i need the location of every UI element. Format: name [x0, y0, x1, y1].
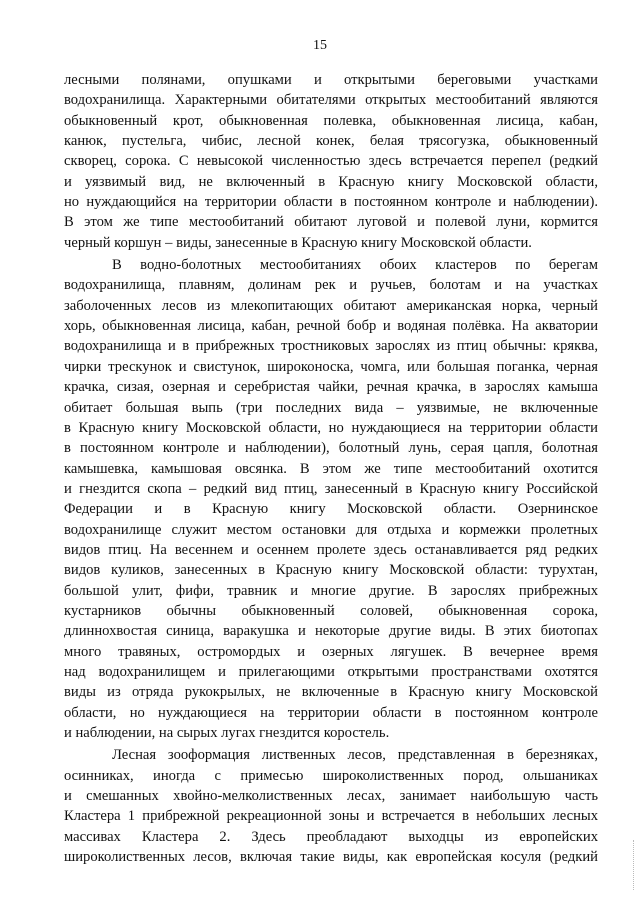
text-line: канюк, пустельга, чибис, лесной конек, белая трясогузка, обыкновенный [64, 133, 598, 150]
text-line: и уязвимый вид, не включенный в Красную книгу Московской области, [64, 173, 598, 190]
text-line: видов птиц. На весеннем и осеннем пролете здесь останавливается ряд редких [64, 541, 598, 558]
text-line: заболоченных лесов из млекопитающих обитают американская норка, черный [64, 297, 598, 314]
text-line: В водно-болотных местообитаниях обоих кластеров по берегам [112, 257, 598, 274]
text-line: но нуждающийся на территории области в постоянном контроле и наблюдении). [64, 194, 598, 211]
text-line: черный коршун – виды, занесенные в Красную книгу Московской области. [64, 234, 532, 251]
document-body [64, 70, 598, 867]
text-line: водохранилища, плавням, долинам рек и ручьев, болотам и на участках [64, 277, 598, 294]
text-line: и наблюдении, на сырых лугах гнездится коростель. [64, 725, 390, 741]
text-line: обыкновенный крот, обыкновенная полевка, обыкновенная лисица, кабан, [64, 112, 598, 129]
text-line: виды из отряда рукокрылых, не включенные в Красную книгу Московской [64, 684, 598, 701]
paragraph [64, 70, 598, 253]
text-line: и гнездится скопа – редкий вид птиц, занесенный в Красную книгу Российской [64, 480, 598, 497]
text-line: крачка, сизая, озерная и серебристая чайки, речная крачка, в зарослях камыша [64, 379, 598, 396]
text-line: осинниках, иногда с примесью широколиственных пород, ольшаниках [64, 767, 598, 784]
text-line: широколиственных лесов, включая такие виды, как европейская косуля (редкий [64, 849, 598, 866]
scan-edge-mark [633, 840, 638, 890]
paragraph [64, 255, 598, 743]
text-line: В этом же типе местообитаний обитают луговой и полевой луни, кормится [64, 214, 598, 231]
text-line: камышевка, камышовая овсянка. В этом же типе местообитаний охотится [64, 460, 598, 477]
text-line: кустарников обычны обыкновенный соловей, обыкновенная сорока, [64, 602, 598, 619]
text-line: над водохранилищем и прилегающими открытыми пространствами охотятся [64, 663, 598, 680]
page-number: 15 [313, 38, 327, 53]
text-line: лесными полянами, опушками и открытыми береговыми участками [64, 72, 598, 88]
text-line: скворец, сорока. С невысокой численностью здесь встречается перепел (редкий [64, 153, 598, 170]
text-line: водохранилище служит местом остановки для отдыха и кормежки пролетных [64, 521, 598, 538]
text-line: хорь, обыкновенная лисица, кабан, речной бобр и водяная полёвка. На акватории [64, 318, 598, 335]
text-line: водохранилища. Характерными обитателями открытых местообитаний являются [64, 92, 598, 109]
text-line: много травяных, остромордых и озерных лягушек. В вечернее время [64, 643, 598, 660]
text-line: Кластера 1 прибрежной рекреационной зоны и встречается в небольших лесных [64, 808, 598, 825]
text-line: в Красную книгу Московской области, но нуждающиеся на территории области [64, 419, 598, 436]
text-line: и смешанных хвойно-мелколиственных лесах, занимает наибольшую часть [64, 788, 598, 805]
paragraph [64, 745, 598, 867]
text-line: видов куликов, занесенных в Красную книгу Московской области: турухтан, [64, 562, 598, 579]
text-line: массивах Кластера 2. Здесь преобладают выходцы из европейских [64, 828, 598, 845]
text-line: в постоянном контроле и наблюдении), болотный лунь, серая цапля, болотная [64, 440, 598, 457]
text-line: Федерации и в Красную книгу Московской области. Озернинское [64, 501, 598, 518]
text-line: области, но нуждающиеся на территории области в постоянном контроле [64, 704, 598, 721]
text-line: Лесная зооформация лиственных лесов, представленная в березняках, [112, 747, 598, 764]
text-line: обитает большая выпь (три последних вида – уязвимые, не включенные [64, 399, 598, 416]
text-line: чирки трескунок и свистунок, широконоска, чомга, или большая поганка, черная [64, 358, 598, 375]
text-line: длиннохвостая синица, варакушка и некоторые другие виды. В этих биотопах [64, 623, 598, 640]
text-line: водохранилища и в прибрежных тростниковых зарослях из птиц обычны: кряква, [64, 338, 598, 355]
text-line: большой улит, фифи, травник и многие другие. В зарослях прибрежных [64, 582, 598, 599]
